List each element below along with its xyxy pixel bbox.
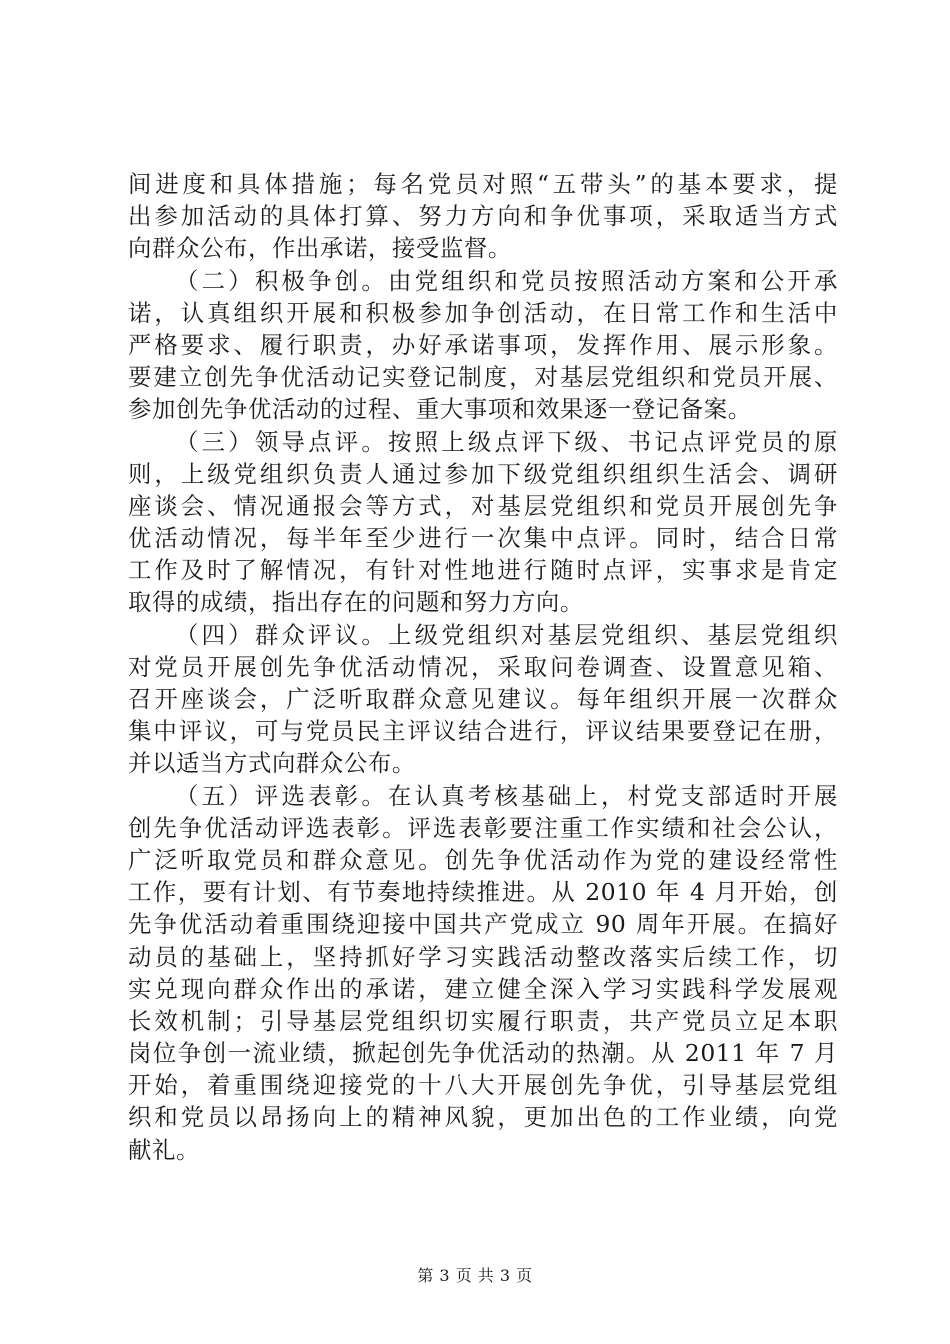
- paragraph-line: 参加创先争优活动的过程、重大事项和效果逐一登记备案。: [128, 395, 752, 424]
- paragraph-line: 岗位争创一流业绩，掀起创先争优活动的热潮。从 2011 年 7 月: [128, 1039, 838, 1068]
- document-body: [128, 168, 838, 1166]
- paragraph: [128, 168, 838, 265]
- paragraph-line: 则，上级党组织负责人通过参加下级党组织组织生活会、调研: [128, 459, 838, 488]
- paragraph-line: 对党员开展创先争优活动情况，采取问卷调查、设置意见箱、: [128, 652, 838, 681]
- paragraph-line: 并以适当方式向群众公布。: [128, 749, 416, 778]
- paragraph-line: 先争优活动着重围绕迎接中国共产党成立 90 周年开展。在搞好: [128, 910, 838, 939]
- paragraph-line: 取得的成绩，指出存在的问题和努力方向。: [128, 588, 584, 617]
- paragraph-line: 间进度和具体措施；每名党员对照“五带头”的基本要求，提: [128, 170, 838, 198]
- paragraph: [128, 780, 838, 1166]
- paragraph-line: 诺，认真组织开展和积极参加争创活动，在日常工作和生活中: [128, 298, 838, 327]
- paragraph-line: 工作，要有计划、有节奏地持续推进。从 2010 年 4 月开始，创: [128, 878, 838, 907]
- paragraph-line: （五）评选表彰。在认真考核基础上，村党支部适时开展: [175, 781, 838, 810]
- page-footer: 第 3 页 共 3 页: [417, 1266, 533, 1285]
- paragraph: [128, 619, 838, 780]
- paragraph-line: 优活动情况，每半年至少进行一次集中点评。同时，结合日常: [128, 524, 838, 553]
- paragraph-line: 广泛听取党员和群众意见。创先争优活动作为党的建设经常性: [128, 845, 838, 874]
- paragraph-line: 织和党员以昂扬向上的精神风貌，更加出色的工作业绩，向党: [128, 1103, 838, 1132]
- paragraph-line: 严格要求、履行职责，办好承诺事项，发挥作用、展示形象。: [128, 330, 838, 359]
- paragraph-line: 创先争优活动评选表彰。评选表彰要注重工作实绩和社会公认，: [128, 813, 838, 842]
- paragraph-line: 出参加活动的具体打算、努力方向和争优事项，采取适当方式: [128, 202, 838, 231]
- paragraph-line: 集中评议，可与党员民主评议结合进行，评议结果要登记在册，: [128, 717, 838, 746]
- paragraph-line: （四）群众评议。上级党组织对基层党组织、基层党组织: [175, 620, 838, 649]
- paragraph: [128, 426, 838, 619]
- paragraph-line: 长效机制；引导基层党组织切实履行职责，共产党员立足本职: [128, 1006, 838, 1035]
- paragraph-line: 动员的基础上，坚持抓好学习实践活动整改落实后续工作，切: [128, 942, 838, 971]
- paragraph-line: 开始，着重围绕迎接党的十八大开展创先争优，引导基层党组: [128, 1071, 838, 1100]
- paragraph-line: 向群众公布，作出承诺，接受监督。: [128, 234, 512, 263]
- paragraph-line: 工作及时了解情况，有针对性地进行随时点评，实事求是肯定: [128, 556, 838, 585]
- paragraph-line: 要建立创先争优活动记实登记制度，对基层党组织和党员开展、: [128, 363, 838, 392]
- paragraph-line: （三）领导点评。按照上级点评下级、书记点评党员的原: [175, 427, 838, 456]
- paragraph-line: 召开座谈会，广泛听取群众意见建议。每年组织开展一次群众: [128, 685, 838, 713]
- paragraph-line: 献礼。: [128, 1135, 200, 1164]
- paragraph-line: 座谈会、情况通报会等方式，对基层党组织和党员开展创先争: [128, 491, 838, 520]
- paragraph-line: 实兑现向群众作出的承诺，建立健全深入学习实践科学发展观: [128, 974, 838, 1003]
- paragraph: [128, 265, 838, 426]
- paragraph-line: （二）积极争创。由党组织和党员按照活动方案和公开承: [175, 266, 838, 295]
